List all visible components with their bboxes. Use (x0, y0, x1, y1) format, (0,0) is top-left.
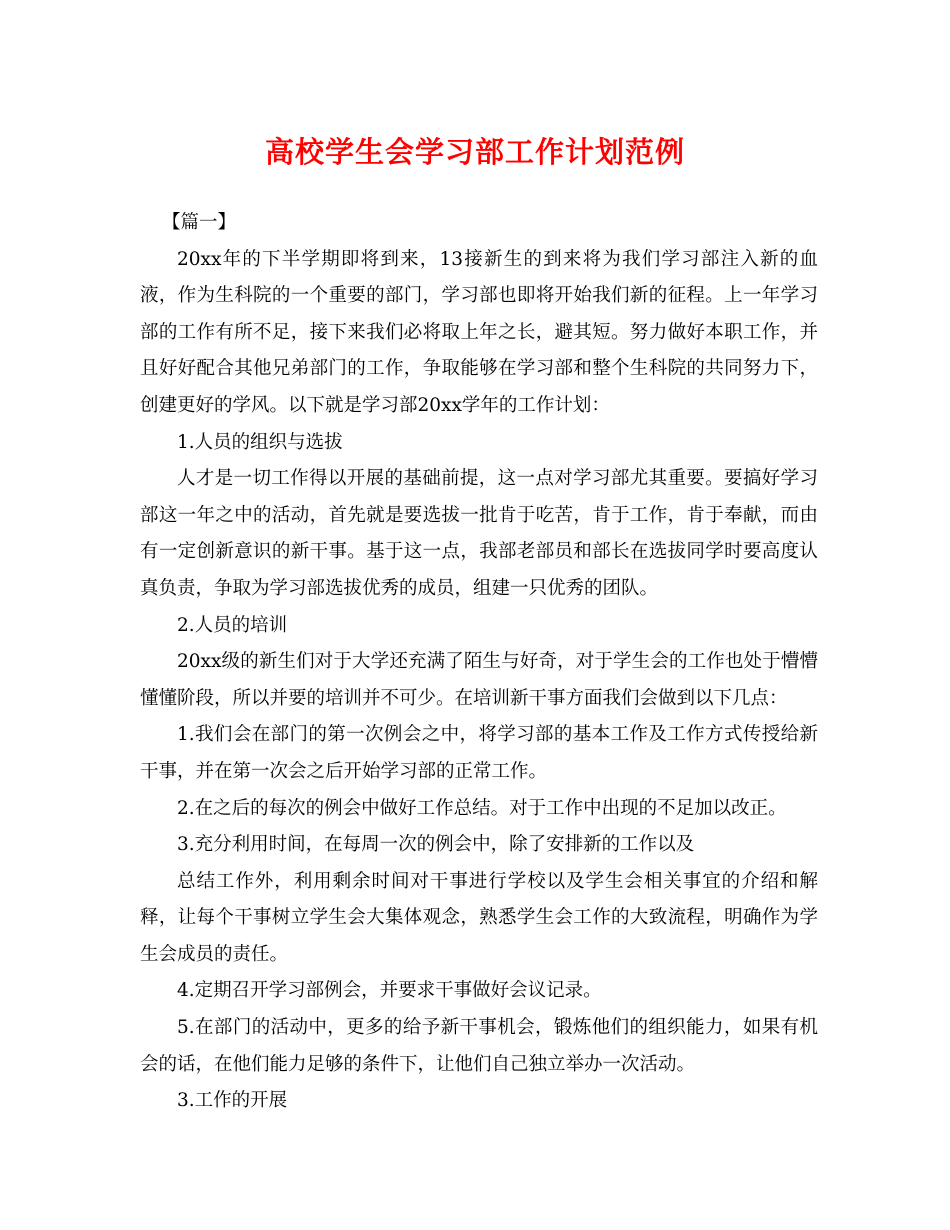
heading-personnel-training: 2.人员的培训 (177, 614, 288, 636)
training-item-5: 5.在部门的活动中，更多的给予新干事机会，锻炼他们的组织能力，如果有机会的话，在他们能力足够的条件下，让他们自己独立举办一次活动。 (140, 1017, 818, 1075)
paragraph-personnel-selection: 人才是一切工作得以开展的基础前提，这一点对学习部尤其重要。要搞好学习部这一年之中的活动，首先就是要选拔一批肯于吃苦，肯于工作，肯于奉献，而由有一定创新意识的新干事。基于这一点，我部老部员和部长在选拔同学时要高度认真负责，争取为学习部选拔优秀的成员，组建一只优秀的团队。 (140, 468, 818, 599)
paragraph-training-intro: 20xx级的新生们对于大学还充满了陌生与好奇，对于学生会的工作也处于懵懵懂懂阶段，所以并要的培训并不可少。在培训新干事方面我们会做到以下几点： (140, 651, 818, 709)
training-item-4: 4.定期召开学习部例会，并要求干事做好会议记录。 (177, 980, 602, 1002)
training-item-1: 1.我们会在部门的第一次例会之中，将学习部的基本工作及工作方式传授给新干事，并在第一次会之后开始学习部的正常工作。 (140, 724, 818, 782)
training-item-3: 3.充分利用时间，在每周一次的例会中，除了安排新的工作以及 (177, 834, 695, 856)
heading-personnel-selection: 1.人员的组织与选拔 (177, 431, 343, 453)
section-label: 【篇一】 (162, 212, 237, 233)
heading-work-development: 3.工作的开展 (177, 1090, 288, 1112)
training-item-2: 2.在之后的每次的例会中做好工作总结。对于工作中出现的不足加以改正。 (177, 797, 787, 819)
paragraph-intro: 20xx年的下半学期即将到来，13接新生的到来将为我们学习部注入新的血液，作为生科院的一个重要的部门，学习部也即将开始我们新的征程。上一年学习部的工作有所不足，接下来我们必将取上年之长，避其短。努力做好本职工作，并且好好配合其他兄弟部门的工作，争取能够在学习部和整个生科院的共同努力下，创建更好的学风。以下就是学习部20xx学年的工作计划： (140, 248, 818, 416)
document-title: 高校学生会学习部工作计划范例 (264, 135, 685, 169)
training-item-3-continued: 总结工作外，利用剩余时间对干事进行学校以及学生会相关事宜的介绍和解释，让每个干事树立学生会大集体观念，熟悉学生会工作的大致流程，明确作为学生会成员的责任。 (140, 870, 818, 965)
document-body (140, 205, 818, 1120)
